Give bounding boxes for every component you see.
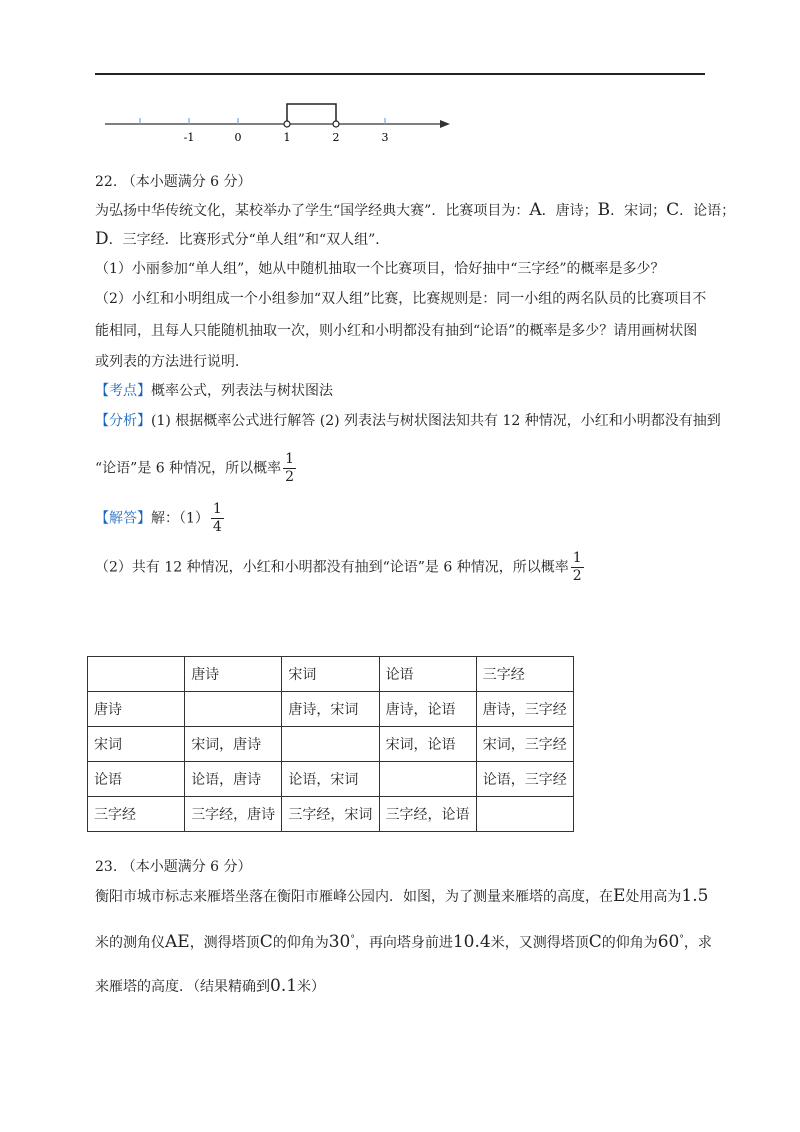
point-c: C bbox=[259, 932, 273, 952]
table-cell bbox=[379, 762, 476, 797]
table-cell: 三字经 bbox=[88, 797, 185, 832]
table-cell: 论语 bbox=[88, 762, 185, 797]
option-d-letter: D bbox=[95, 229, 109, 249]
header-rule bbox=[95, 73, 705, 75]
q22-sub1: （1）小丽参加“单人组”，她从中随机抽取一个比赛项目，恰好抽中“三字经”的概率是多少？ bbox=[95, 261, 665, 277]
q22-heading: 22. （本小题满分 6 分） bbox=[95, 174, 252, 190]
table-cell: 宋词 bbox=[88, 727, 185, 762]
option-a-text: ．唐诗； bbox=[541, 203, 598, 219]
jieda-tag: 【解答】 bbox=[95, 510, 151, 527]
q23-line2: 米的测角仪AE，测得塔顶C的仰角为30°，再向塔身前进10.4米，又测得塔顶C的仰角为60°，求 bbox=[95, 932, 712, 952]
kaodian bbox=[95, 380, 333, 400]
open-endpoint-left bbox=[284, 121, 290, 127]
table-cell bbox=[185, 692, 282, 727]
table-row bbox=[88, 797, 574, 832]
option-c-text: ．论语； bbox=[679, 203, 736, 219]
kaodian-text: 概率公式，列表法与树状图法 bbox=[151, 383, 333, 399]
q22-line1 bbox=[95, 200, 735, 220]
option-b-text: ．宋词； bbox=[610, 203, 667, 219]
q22-sub2-line1: （2）小红和小明组成一个小组参加“双人组”比赛，比赛规则是：同一小组的两名队员的比赛项目不 bbox=[95, 291, 707, 307]
distance-value: 10.4 bbox=[452, 932, 491, 952]
table-cell: 三字经，论语 bbox=[379, 797, 476, 832]
instrument-ae: AE bbox=[165, 932, 190, 952]
tick-label-2: 0 bbox=[234, 131, 242, 144]
q23-line1: 衡阳市城市标志来雁塔坐落在衡阳市雁峰公园内．如图，为了测量来雁塔的高度，在E处用高为1.5 bbox=[95, 886, 709, 906]
point-e: E bbox=[613, 886, 626, 906]
answer2-text: （2）共有 12 种情况，小红和小明都没有抽到“论语”是 6 种情况，所以概率 bbox=[95, 559, 569, 576]
tick-label-4: 2 bbox=[332, 131, 340, 144]
table-cell: 唐诗，宋词 bbox=[282, 692, 379, 727]
table-cell: 宋词，三字经 bbox=[476, 727, 573, 762]
answer2-fraction: $\frac{1}{2}$ bbox=[572, 550, 582, 584]
angle-30: 30 bbox=[328, 932, 351, 952]
height-value: 1.5 bbox=[681, 886, 709, 906]
precision-value: 0.1 bbox=[270, 976, 298, 996]
q22-line2 bbox=[95, 229, 389, 249]
angle-60: 60 bbox=[657, 932, 680, 952]
table-row bbox=[88, 727, 574, 762]
tick-label-5: 3 bbox=[381, 131, 389, 144]
table-cell: 三字经，唐诗 bbox=[185, 797, 282, 832]
tick-label-3: 1 bbox=[283, 131, 291, 144]
fenxi-line2-text: “论语”是 6 种情况，所以概率 bbox=[95, 460, 282, 477]
fenxi-tag: 【分析】 bbox=[95, 413, 151, 429]
point-c-2: C bbox=[588, 932, 602, 952]
number-line bbox=[100, 96, 460, 146]
table-cell bbox=[88, 657, 185, 692]
fenxi-text: (1) 根据概率公式进行解答 (2) 列表法与树状图法知共有 12 种情况，小红和小明都没有抽到 bbox=[151, 413, 721, 429]
option-c-letter: C bbox=[666, 200, 680, 220]
q22-sub2-line2: 能相同，且每人只能随机抽取一次，则小红和小明都没有抽到“论语”的概率是多少？请用画树状图 bbox=[95, 323, 698, 339]
table-cell: 论语 bbox=[379, 657, 476, 692]
table-cell: 论语，三字经 bbox=[476, 762, 573, 797]
table-cell: 唐诗，三字经 bbox=[476, 692, 573, 727]
table-cell: 三字经 bbox=[476, 657, 573, 692]
number-line-arrow bbox=[440, 120, 450, 128]
table-row bbox=[88, 657, 574, 692]
probability-table bbox=[87, 656, 574, 832]
fenxi-line2 bbox=[95, 451, 296, 486]
q23-line3: 来雁塔的高度．（结果精确到0.1米） bbox=[95, 976, 326, 996]
answer2-line bbox=[95, 550, 584, 585]
jieda-line bbox=[95, 501, 224, 536]
q23-heading: 23. （本小题满分 6 分） bbox=[95, 859, 252, 875]
table-cell: 唐诗 bbox=[88, 692, 185, 727]
option-a-letter: A bbox=[529, 200, 542, 220]
option-b-letter: B bbox=[597, 200, 611, 220]
table-row bbox=[88, 762, 574, 797]
fenxi-line1 bbox=[95, 410, 721, 430]
table-cell bbox=[282, 727, 379, 762]
table-cell: 宋词，唐诗 bbox=[185, 727, 282, 762]
tick-label-1: -1 bbox=[183, 131, 195, 144]
fenxi-fraction: $\frac{1}{2}$ bbox=[285, 451, 295, 485]
table-cell: 宋词，论语 bbox=[379, 727, 476, 762]
interval-bracket bbox=[287, 104, 336, 124]
open-endpoint-right bbox=[333, 121, 339, 127]
table-cell: 宋词 bbox=[282, 657, 379, 692]
table-cell: 唐诗 bbox=[185, 657, 282, 692]
table-cell bbox=[476, 797, 573, 832]
table-cell: 论语，唐诗 bbox=[185, 762, 282, 797]
q22-line2-text: ．三字经．比赛形式分“单人组”和“双人组”． bbox=[108, 232, 390, 248]
q22-line1-text: 为弘扬中华传统文化，某校举办了学生“国学经典大赛”．比赛项目为： bbox=[95, 203, 530, 219]
table-cell: 三字经，宋词 bbox=[282, 797, 379, 832]
kaodian-tag: 【考点】 bbox=[95, 383, 151, 399]
q22-sub2-line3: 或列表的方法进行说明． bbox=[95, 354, 249, 370]
table-cell: 唐诗，论语 bbox=[379, 692, 476, 727]
jieda-text: 解：（1） bbox=[151, 510, 209, 527]
table-cell: 论语，宋词 bbox=[282, 762, 379, 797]
jieda-fraction: $\frac{1}{4}$ bbox=[212, 501, 222, 535]
table-row bbox=[88, 692, 574, 727]
